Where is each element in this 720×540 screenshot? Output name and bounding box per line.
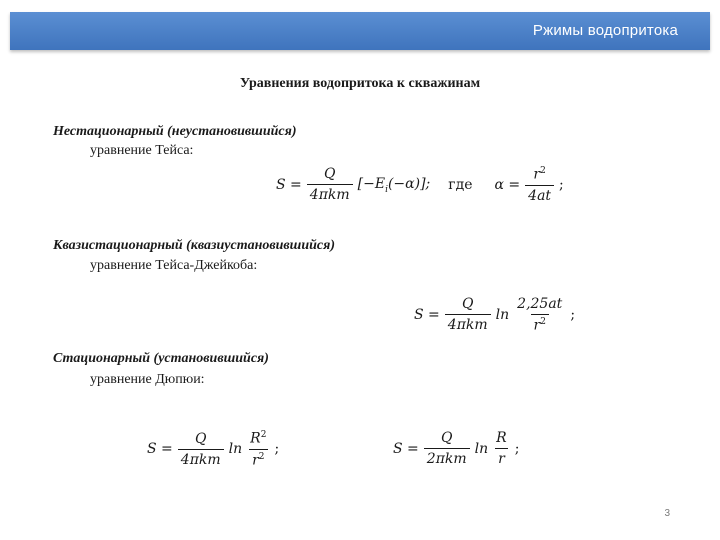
formula-fraction	[445, 296, 491, 333]
formula-log-fraction	[493, 430, 510, 467]
alpha-numerator-exp: 2	[540, 166, 546, 176]
fraction-denominator: 2πkm	[424, 448, 470, 467]
formula-dupuit-2	[393, 430, 519, 467]
formula-bracket	[358, 176, 431, 195]
alpha-numerator-base: r	[533, 166, 541, 183]
formula-ln: ln	[474, 440, 489, 457]
formula-log-fraction	[247, 430, 269, 469]
formula-lhs: S =	[147, 441, 173, 458]
fraction-denominator: 4πkm	[445, 314, 491, 333]
log-denominator-base: r	[252, 452, 259, 469]
bracket-close: (−α)];	[387, 175, 431, 192]
formula-end: ;	[559, 176, 564, 193]
formula-lhs: S =	[414, 306, 440, 323]
fraction-denominator: 4πkm	[307, 184, 353, 203]
log-denominator-base: r	[533, 317, 541, 334]
log-numerator	[247, 430, 269, 449]
formula-lhs: S =	[393, 440, 419, 457]
formula-where: где	[448, 176, 473, 193]
formula-log-fraction	[514, 296, 565, 334]
formula-theis	[276, 166, 564, 204]
formula-alpha-fraction	[525, 166, 554, 204]
formula-alpha-lhs: α =	[494, 176, 521, 193]
section-subtitle-dupuit: уравнение Дюпюи:	[90, 372, 205, 387]
section-subtitle-jacob: уравнение Тейса-Джейкоба:	[90, 258, 258, 273]
subscript-i: i	[385, 184, 388, 195]
formula-end: ;	[570, 306, 576, 323]
section-title-nonstationary: Нестационарный (неустановившийся)	[53, 124, 297, 139]
fraction-numerator: Q	[194, 430, 207, 447]
alpha-denominator: 4at	[525, 185, 554, 204]
formula-end: ;	[514, 440, 520, 457]
log-denominator	[249, 449, 267, 469]
log-denominator-exp: 2	[540, 317, 546, 328]
formula-ln: ln	[495, 306, 510, 323]
section-title-stationary: Стационарный (установившийся)	[53, 351, 269, 366]
bracket-open: [−E	[357, 175, 386, 192]
log-numerator: R	[496, 430, 507, 446]
fraction-numerator: Q	[440, 430, 453, 446]
formula-fraction	[307, 166, 353, 203]
fraction-numerator: Q	[323, 166, 336, 183]
section-subtitle-theis: уравнение Тейса:	[90, 143, 194, 158]
formula-dupuit-1	[147, 430, 279, 469]
log-numerator: 2,25at	[517, 296, 563, 312]
fraction-denominator: 4πkm	[178, 449, 224, 468]
log-denominator: r	[495, 448, 508, 467]
header-bar	[10, 12, 710, 50]
slide-heading: Уравнения водопритока к скважинам	[239, 76, 481, 91]
alpha-numerator	[530, 166, 548, 185]
log-denominator-exp: 2	[258, 451, 265, 462]
formula-end: ;	[274, 441, 280, 458]
section-title-quasistationary: Квазистационарный (квазиустановившийся)	[53, 238, 335, 253]
formula-jacob	[414, 296, 575, 334]
formula-lhs: S =	[276, 176, 302, 193]
formula-ln: ln	[228, 441, 243, 458]
log-denominator	[531, 314, 549, 334]
formula-fraction	[178, 431, 224, 468]
fraction-numerator: Q	[461, 296, 474, 313]
formula-fraction	[424, 430, 470, 467]
log-numerator-base: R	[250, 430, 261, 447]
page-number: 3	[664, 508, 670, 519]
log-numerator-exp: 2	[260, 430, 267, 440]
header-title: Ржимы водопритока	[532, 22, 678, 39]
